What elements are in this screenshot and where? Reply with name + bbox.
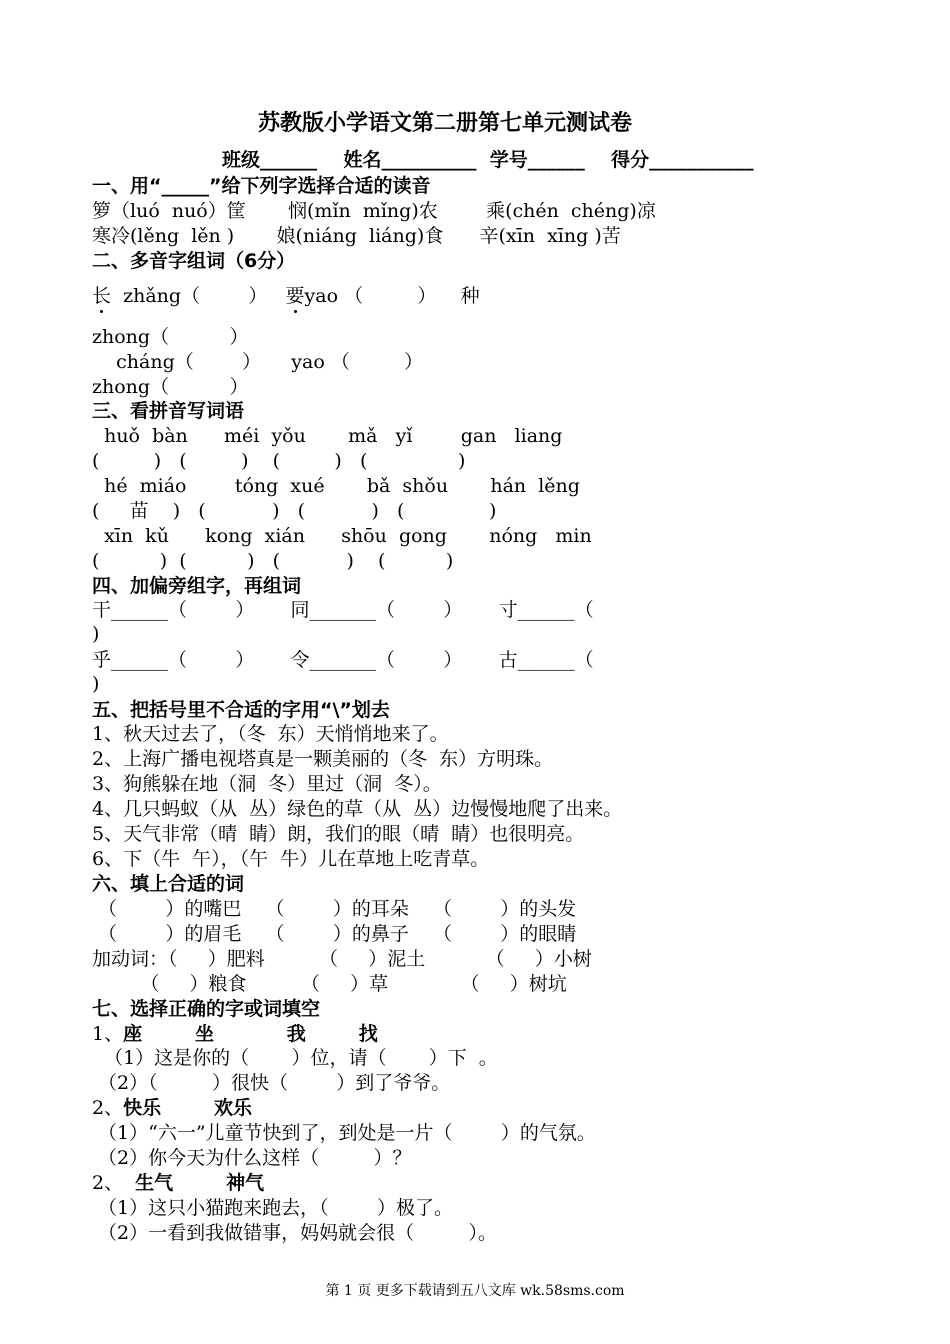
section-2-text: yao （ ） 种 <box>304 285 480 307</box>
section-2-line: zhong（ ） <box>92 376 249 398</box>
section-7-heading: 七、选择正确的字或词填空 <box>92 998 321 1020</box>
section-6-line: （ ）的眉毛 （ ）的鼻子 （ ）的眼睛 <box>92 923 577 945</box>
section-5-item: 1、秋天过去了，（冬 东）天悄悄地来了。 <box>92 723 449 745</box>
word-choices: 生气 神气 <box>135 1172 265 1194</box>
word-choices: 座 坐 我 找 <box>123 1023 378 1045</box>
page-footer: 第 1 页 更多下载请到五八文库 wk.58sms.com <box>325 1283 625 1299</box>
section-5-item: 2、上海广播电视塔真是一颗美丽的（冬 东）方明珠。 <box>92 748 554 770</box>
section-5-item: 3、狗熊躲在地（洞 冬）里过（洞 冬）。 <box>92 773 442 795</box>
section-5-item: 6、下（牛 午），（午 牛）儿在草地上吃青草。 <box>92 848 490 870</box>
question-line: （2）你今天为什么这样（ ）？ <box>92 1147 412 1169</box>
page-title: 苏教版小学语文第二册第七单元测试卷 <box>258 111 633 136</box>
emphasis-char: 要 <box>285 285 305 307</box>
section-5-item: 5、天气非常（晴 睛）朗，我们的眼（晴 睛）也很明亮。 <box>92 823 585 845</box>
section-6-heading: 六、填上合适的词 <box>92 873 245 895</box>
section-1-line: 箩（luó nuó）筐 悯(mǐn mǐng)农 乘(chén chéng)凉 <box>92 200 656 222</box>
pinyin-line: xīn kǔ kong xián shōu gong nóng min <box>92 525 592 547</box>
section-6-line: （ ）粮食 （ ）草 （ ）树坑 <box>92 973 567 995</box>
pinyin-line: hé miáo tóng xué bǎ shǒu hán lěng <box>92 475 580 497</box>
question-2-header <box>92 1096 252 1120</box>
section-3-heading: 三、看拼音写词语 <box>92 400 245 422</box>
answer-line: ( 苗 ) ( ) ( ) ( ) <box>92 500 497 522</box>
pinyin-line: huǒ bàn méi yǒu mǎ yǐ gan liang <box>92 425 563 447</box>
section-4-line: ) <box>92 623 100 645</box>
question-number: 2、 <box>92 1172 136 1194</box>
section-1-line: 寒冷(lěng lěn ) 娘(niáng liáng)食 辛(xīn xīng )苦 <box>92 225 621 247</box>
emphasis-char: 长 <box>92 285 112 307</box>
question-line: （1）这是你的（ ）位，请（ ）下 。 <box>92 1047 498 1069</box>
section-2-line <box>92 284 480 308</box>
question-line: （1）这只小猫跑来跑去，（ ）极了。 <box>92 1197 453 1219</box>
section-1-heading: 一、用“_____”给下列字选择合适的读音 <box>92 175 431 197</box>
section-2-text: zhǎng（ ） <box>111 285 286 307</box>
question-line: （2）（ ）很快（ ）到了爷爷。 <box>92 1072 451 1094</box>
student-info-line: 班级______ 姓名__________ 学号______ 得分___________ <box>222 149 754 171</box>
section-6-line: 加动词：（ ）肥料 （ ）泥土 （ ）小树 <box>92 948 592 970</box>
section-4-line: 乎______（ ） 令_______（ ） 古______（ <box>92 649 594 671</box>
section-5-heading: 五、把括号里不合适的字用“\”划去 <box>92 699 390 721</box>
section-5-item: 4、几只蚂蚁（从 丛）绿色的草（从 丛）边慢慢地爬了出来。 <box>92 798 623 820</box>
question-number: 1、 <box>92 1023 124 1045</box>
question-3-header <box>92 1171 264 1195</box>
answer-line: ( ) ( ) ( ) ( ) <box>92 550 454 572</box>
section-6-line: （ ）的嘴巴 （ ）的耳朵 （ ）的头发 <box>92 898 577 920</box>
question-1-header <box>92 1022 378 1046</box>
section-2-heading: 二、多音字组词（6分） <box>92 250 296 272</box>
question-line: （1）“六一”儿童节快到了，到处是一片（ ）的气氛。 <box>92 1122 596 1144</box>
word-choices: 快乐 欢乐 <box>123 1097 253 1119</box>
section-2-line: zhong（ ） <box>92 326 249 348</box>
answer-line: ( ) ( ) ( ) ( ) <box>92 450 466 472</box>
section-4-line: 干______（ ） 同_______（ ） 寸______（ <box>92 599 594 621</box>
section-4-heading: 四、加偏旁组字，再组词 <box>92 575 302 597</box>
section-2-line: cháng（ ） yao （ ） <box>92 351 424 373</box>
question-number: 2、 <box>92 1097 124 1119</box>
section-4-line: ) <box>92 673 100 695</box>
question-line: （2）一看到我做错事，妈妈就会很（ ）。 <box>92 1222 497 1244</box>
